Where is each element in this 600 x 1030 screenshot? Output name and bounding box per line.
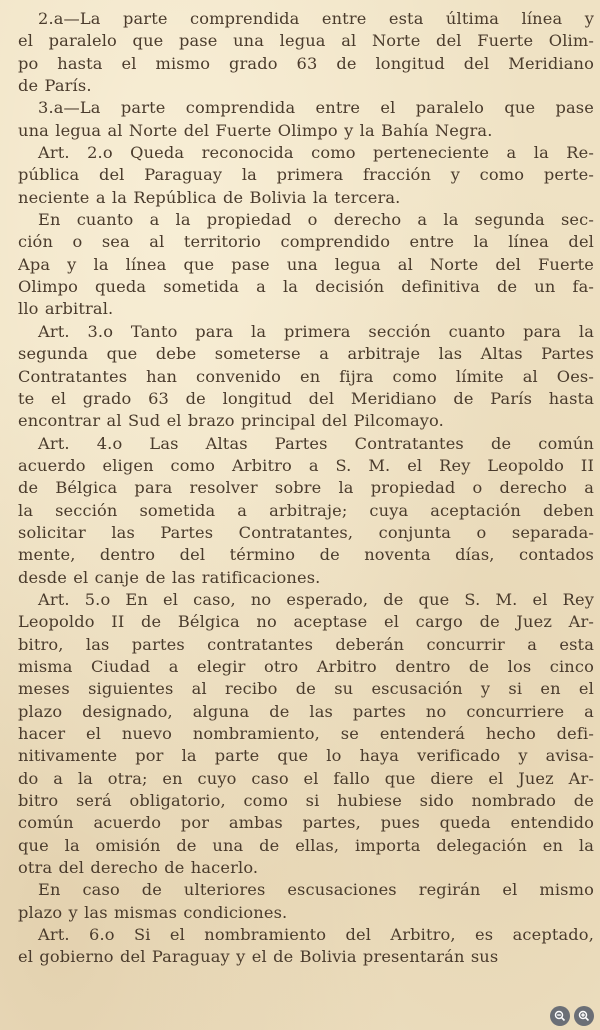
zoom-in-icon[interactable] — [574, 1006, 594, 1026]
paragraph-p4 — [18, 209, 594, 321]
text-line: segunda que debe someterse a arbitraje las Altas Partes — [18, 344, 594, 364]
text-line: ción o sea al territorio comprendido entre la línea del — [18, 232, 594, 252]
text-line: común acuerdo por ambas partes, pues queda entendido — [18, 813, 594, 833]
text-line: acuerdo eligen como Arbitro a S. M. el Rey Leopoldo II — [18, 455, 594, 475]
text-line: encontrar al Sud el brazo principal del Pilcomayo. — [18, 411, 444, 431]
text-line: hacer el nuevo nombramiento, se entenderá hecho defi- — [18, 724, 594, 743]
text-line: En caso de ulteriores escusaciones regirán el mismo — [38, 880, 594, 900]
document-text — [18, 8, 594, 969]
text-line: Art. 3.o Tanto para la primera sección cuanto para la — [38, 321, 594, 341]
text-line: plazo designado, alguna de las partes no concurriere a — [18, 701, 594, 721]
paragraph-p2 — [18, 97, 594, 142]
text-line: Olimpo queda sometida a la decisión definitiva de un fa- — [18, 277, 594, 297]
text-line: el paralelo que pase una legua al Norte del Fuerte Olim- — [18, 31, 594, 51]
text-line: 2.a—La parte comprendida entre esta última línea y — [38, 9, 594, 28]
text-line: otra del derecho de hacerlo. — [18, 858, 259, 878]
text-line: plazo y las mismas condiciones. — [18, 902, 288, 922]
text-line: Leopoldo II de Bélgica no aceptase el cargo de Juez Ar- — [18, 612, 594, 632]
text-line: 3.a—La parte comprendida entre el paralelo que pase — [38, 98, 594, 118]
text-line: Apa y la línea que pase una legua al Norte del Fuerte — [18, 254, 594, 274]
text-line: neciente a la República de Bolivia la tercera. — [18, 187, 401, 207]
text-line: Art. 6.o Si el nombramiento del Arbitro, es aceptado, — [38, 925, 594, 945]
text-line: En cuanto a la propiedad o derecho a la segunda sec- — [38, 210, 594, 230]
viewer-controls — [550, 1006, 594, 1026]
text-line: de París. — [18, 76, 92, 96]
text-line: pública del Paraguay la primera fracción y como perte- — [18, 165, 594, 185]
zoom-out-icon[interactable] — [550, 1006, 570, 1026]
text-line: mente, dentro del término de noventa días, contados — [18, 545, 594, 565]
paragraph-p7 — [18, 589, 594, 879]
text-line: el gobierno del Paraguay y el de Bolivia presentarán sus — [18, 947, 499, 967]
text-line: bitro será obligatorio, como si hubiese sido nombrado de — [18, 791, 594, 811]
text-line: de Bélgica para resolver sobre la propiedad o derecho a — [18, 478, 594, 498]
text-line: que la omisión de una de ellas, importa delegación en la — [18, 835, 594, 855]
text-line: la sección sometida a arbitraje; cuya aceptación deben — [18, 500, 594, 520]
text-line: bitro, las partes contratantes deberán concurrir a esta — [18, 634, 594, 654]
text-line: do a la otra; en cuyo caso el fallo que diere el Juez Ar- — [18, 768, 594, 788]
text-line: po hasta el mismo grado 63 de longitud del Meridiano — [18, 53, 594, 73]
text-line: una legua al Norte del Fuerte Olimpo y la Bahía Negra. — [18, 120, 493, 140]
text-line: desde el canje de las ratificaciones. — [18, 567, 321, 587]
paragraph-p6 — [18, 433, 594, 589]
text-line: Art. 2.o Queda reconocida como perteneciente a la Re- — [38, 143, 594, 163]
text-line: llo arbitral. — [18, 299, 114, 319]
text-line: Contratantes han convenido en fijra como límite al Oes- — [18, 366, 594, 386]
paragraph-p3 — [18, 142, 594, 209]
paragraph-p1 — [18, 8, 594, 97]
paragraph-p9 — [18, 924, 594, 969]
text-line: te el grado 63 de longitud del Meridiano de París hasta — [18, 388, 594, 408]
paragraph-p5 — [18, 321, 594, 433]
text-line: Art. 5.o En el caso, no esperado, de que S. M. el Rey — [38, 589, 594, 609]
text-line: solicitar las Partes Contratantes, conjunta o separada- — [18, 522, 594, 542]
text-line: meses siguientes al recibo de su escusación y si en el — [18, 679, 594, 699]
paragraph-p8 — [18, 879, 594, 924]
text-line: nitivamente por la parte que lo haya verificado y avisa- — [18, 746, 594, 766]
text-line: Art. 4.o Las Altas Partes Contratantes de común — [38, 433, 594, 453]
text-line: misma Ciudad a elegir otro Arbitro dentro de los cinco — [18, 656, 594, 676]
